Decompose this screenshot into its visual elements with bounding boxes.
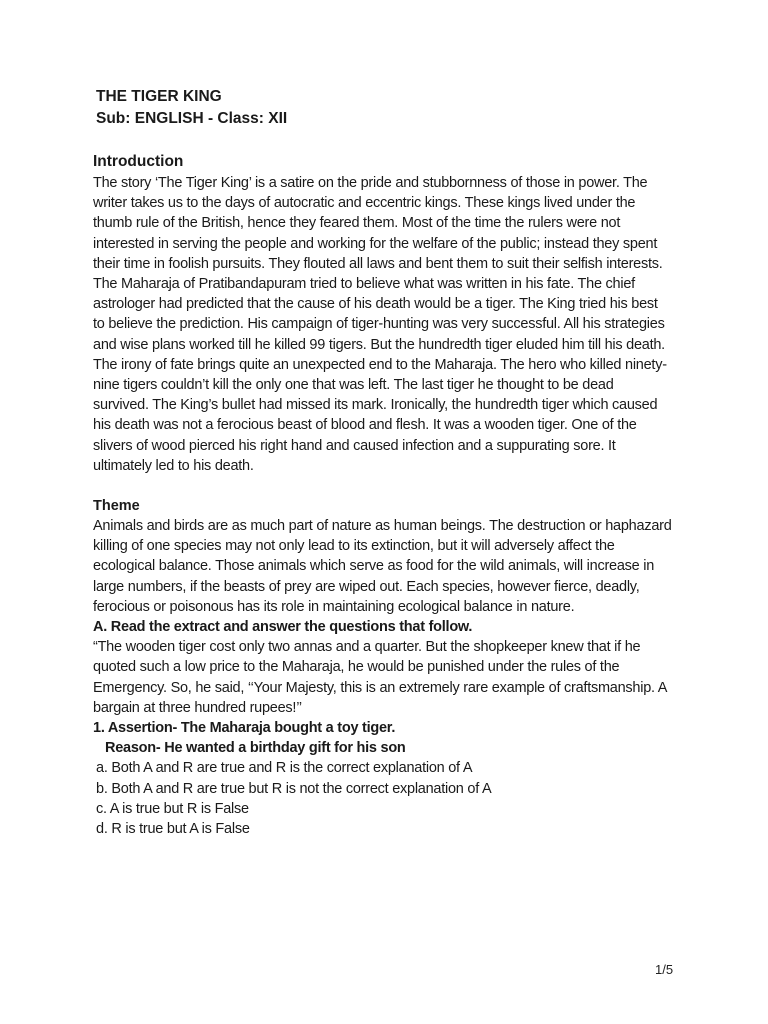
question-1-options [93,758,673,839]
theme-heading: Theme [93,498,140,515]
question-1-assertion: 1. Assertion- The Maharaja bought a toy tiger. [93,720,396,737]
option-a: a. Both A and R are true and R is the correct explanation of A [96,760,473,777]
option-c: c. A is true but R is False [96,800,249,817]
page-number: 1/5 [655,962,674,977]
option-b: b. Both A and R are true but R is not the correct explanation of A [96,780,492,797]
title-block [93,86,673,130]
document-page [93,86,673,839]
option-d: d. R is true but A is False [96,821,250,838]
document-title: THE TIGER KING [96,88,222,105]
theme-paragraph: Animals and birds are as much part of nature as human beings. The destruction or haphazard killing of one species may not only lead to its extinction, but it will adversely affect the ecological balance. Those animals which serve as food for the wild animals, will increase in large numbers, if the beasts of prey are wiped out. Each species, however fierce, deadly, ferocious or poisonous has its role in maintaining ecological balance in nature. [93,518,672,615]
introduction-paragraph: The story ‘The Tiger King’ is a satire on the pride and stubbornness of those in power. The writer takes us to the days of autocratic and eccentric kings. These kings lived under the thumb rule of the British, hence they feared them. Most of the time the rulers were not interested in serving the people and working for the welfare of the public; instead they spent their time in foolish pursuits. They flouted all laws and bent them to suit their selfish interests. The Maharaja of Pratibandapuram tried to believe what was written in his fate. The chief astrologer had predicted that the cause of his death would be a tiger. The King tried his best to believe the prediction. His campaign of tiger-hunting was very successful. All his strategies and wise plans worked till he killed 99 tigers. But the hundredth tiger eluded him till his death. The irony of fate brings quite an unexpected end to the Maharaja. The hero who killed ninety-nine tigers couldn’t kill the only one that was left. The last tiger he thought to be dead survived. The King’s bullet had missed its mark. Ironically, the hundredth tiger which caused his death was not a ferocious beast of blood and flesh. It was a wooden tiger. One of the slivers of wood pierced his right hand and caused infection and a suppurating sore. It ultimately led to his death. [93,175,667,474]
section-a-instruction: A. Read the extract and answer the questions that follow. [93,619,473,636]
extract-paragraph: “The wooden tiger cost only two annas and a quarter. But the shopkeeper knew that if he quoted such a low price to the Maharaja, he would be punished under the rules of the Emergency. So, he said, ‘‘Your Majesty, this is an extremely rare example of craftsmanship. A bargain at three hundred rupees!’’ [93,639,667,716]
question-1-reason: Reason- He wanted a birthday gift for his son [105,740,406,757]
document-subtitle: Sub: ENGLISH - Class: XII [96,110,288,127]
introduction-heading: Introduction [93,153,184,170]
